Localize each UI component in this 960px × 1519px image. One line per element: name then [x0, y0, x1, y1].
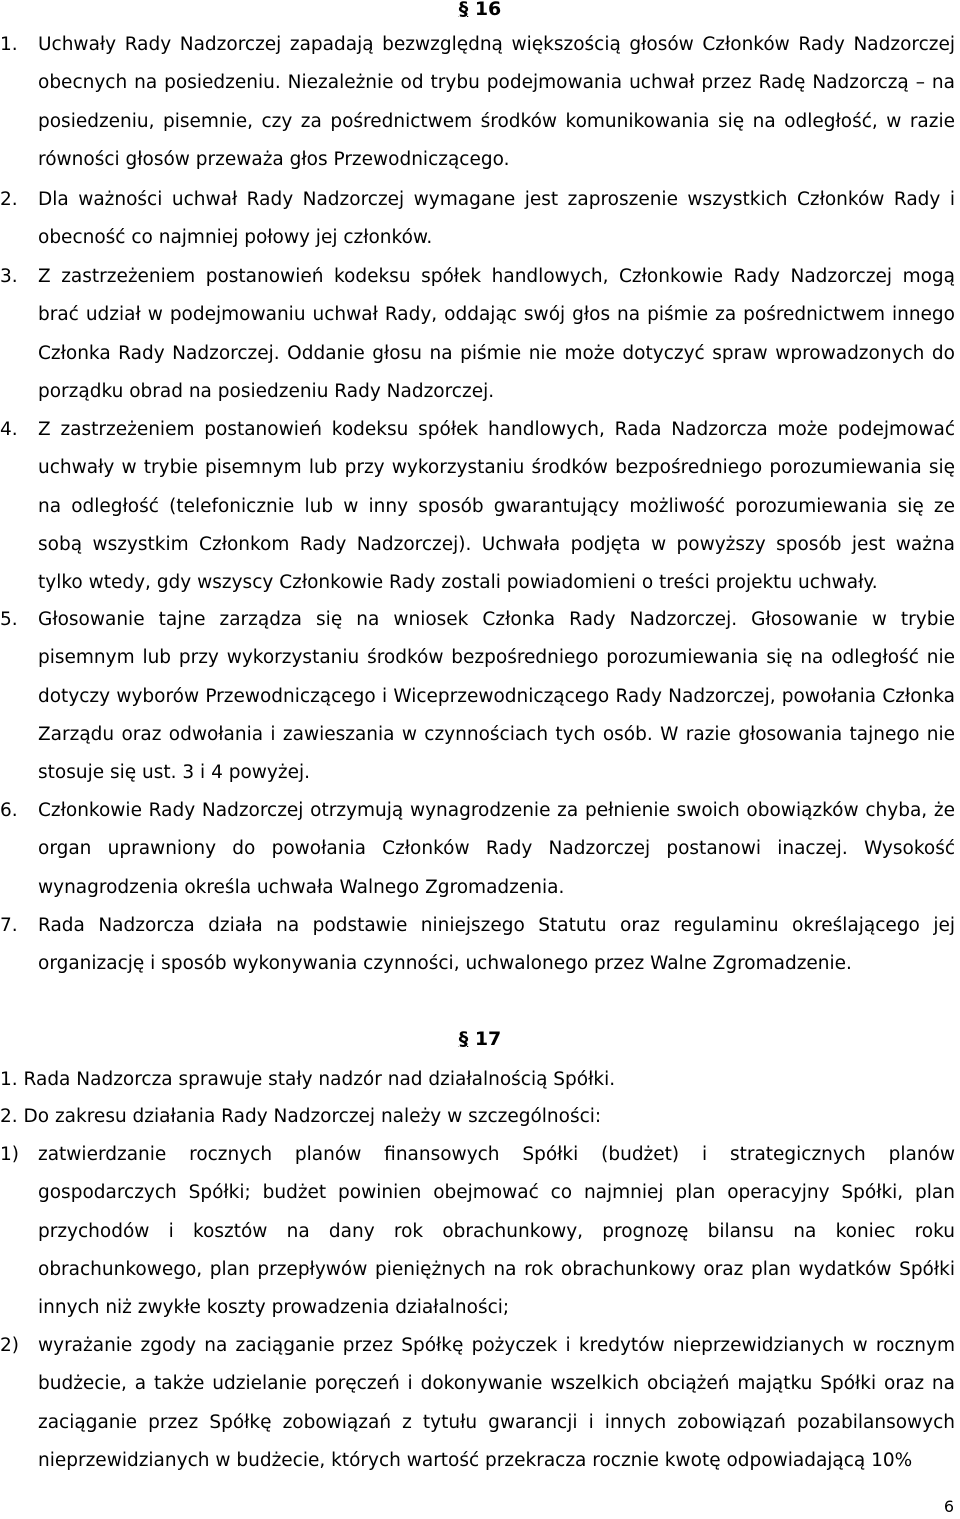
- item-number: 4.: [0, 419, 18, 440]
- s17-item-1: [0, 1136, 955, 1327]
- item-text: Rada Nadzorcza działa na podstawie niniejszego Statutu oraz regulaminu określającego jej organizację i sposób wykonywania czynności, uchwalonego przez Walne Zgromadzenie.: [38, 915, 955, 975]
- item-text: wyrażanie zgody na zaciąganie przez Spółkę pożyczek i kredytów nieprzewidzianych w rocznym budżecie, a także udzielanie poręczeń i dokonywanie wszelkich obciążeń majątku Spółki oraz na zaciąganie przez Spółkę zobowiązań z tytułu gwarancji i innych zobowiązań pozabilansowych nieprzewidzianych w budżecie, których wartość przekracza rocznie kwotę odpowiadającą 10%: [38, 1335, 955, 1471]
- item-text: Dla ważności uchwał Rady Nadzorczej wymagane jest zaproszenie wszystkich Członków Rady i obecność co najmniej połowy jej członków.: [38, 189, 955, 249]
- item-text: Z zastrzeżeniem postanowień kodeksu spółek handlowych, Rada Nadzorcza może podejmować uchwały w trybie pisemnym lub przy wykorzystaniu środków bezpośredniego porozumiewania się na odległość (telefonicznie lub w inny sposób gwarantujący możliwość porozumiewania się ze sobą wszystkim Członkom Rady Nadzorczej). Uchwała podjęta w powyższy sposób jest ważna tylko wtedy, gdy wszyscy Członkowie Rady zostali powiadomieni o treści projektu uchwały.: [38, 419, 955, 594]
- item-number: 5.: [0, 609, 18, 630]
- section-16-heading: [0, 0, 960, 20]
- s17-line-2: 2. Do zakresu działania Rady Nadzorczej należy w szczególności:: [0, 1106, 602, 1127]
- s17-line-1: 1. Rada Nadzorcza sprawuje stały nadzór nad działalnością Spółki.: [0, 1069, 616, 1090]
- section-number: 17: [474, 1028, 502, 1050]
- item-text: Uchwały Rady Nadzorczej zapadają bezwzględną większością głosów Członków Rady Nadzorczej obecnych na posiedzeniu. Niezależnie od trybu podejmowania uchwał przez Radę Nadzorczą – na posiedzeniu, pisemnie, czy za pośrednictwem środków komunikowania się na odległość, w razie równości głosów przeważa głos Przewodniczącego.: [38, 34, 955, 170]
- section-17-heading: [0, 1028, 960, 1050]
- item-number: 2): [0, 1335, 19, 1356]
- item-number: 1): [0, 1144, 19, 1165]
- section-number: 16: [474, 0, 502, 20]
- item-text: Z zastrzeżeniem postanowień kodeksu spółek handlowych, Członkowie Rady Nadzorczej mogą brać udział w podejmowaniu uchwał Rady, oddając swój głos na piśmie za pośrednictwem innego Członka Rady Nadzorczej. Oddanie głosu na piśmie nie może dotyczyć spraw wprowadzonych do porządku obrad na posiedzeniu Rady Nadzorczej.: [38, 266, 955, 402]
- s16-item-4: [0, 411, 955, 602]
- s16-item-1: [0, 26, 955, 179]
- s16-item-2: [0, 181, 955, 258]
- item-text: zatwierdzanie rocznych planów finansowych Spółki (budżet) i strategicznych planów gospodarczych Spółki; budżet powinien obejmować co najmniej plan operacyjny Spółki, plan przychodów i kosztów na dany rok obrachunkowy, prognozę bilansu na koniec roku obrachunkowego, plan przepływów pieniężnych na rok obrachunkowy oraz plan wydatków Spółki innych niż zwykłe koszty prowadzenia działalności;: [38, 1144, 955, 1319]
- s16-item-6: [0, 792, 955, 907]
- item-text: Członkowie Rady Nadzorczej otrzymują wynagrodzenie za pełnienie swoich obowiązków chyba, że organ uprawniony do powołania Członków Rady Nadzorczej postanowi inaczej. Wysokość wynagrodzenia określa uchwała Walnego Zgromadzenia.: [38, 800, 955, 898]
- item-number: 1.: [0, 34, 18, 55]
- section-sign: §: [458, 0, 469, 20]
- item-number: 2.: [0, 189, 18, 210]
- item-text: Głosowanie tajne zarządza się na wniosek Członka Rady Nadzorczej. Głosowanie w trybie pisemnym lub przy wykorzystaniu środków bezpośredniego porozumiewania się na odległość nie dotyczy wyborów Przewodniczącego i Wiceprzewodniczącego Rady Nadzorczej, powołania Członka Zarządu oraz odwołania i zawieszania w czynnościach tych osób. W razie głosowania tajnego nie stosuje się ust. 3 i 4 powyżej.: [38, 609, 955, 784]
- item-number: 3.: [0, 266, 18, 287]
- section-sign: §: [458, 1028, 469, 1050]
- s16-item-3: [0, 258, 955, 411]
- s16-item-5: [0, 601, 955, 792]
- s17-item-2: [0, 1327, 955, 1480]
- item-number: 7.: [0, 915, 18, 936]
- s16-item-7: [0, 907, 955, 984]
- page-number: 6: [943, 1497, 954, 1516]
- item-number: 6.: [0, 800, 18, 821]
